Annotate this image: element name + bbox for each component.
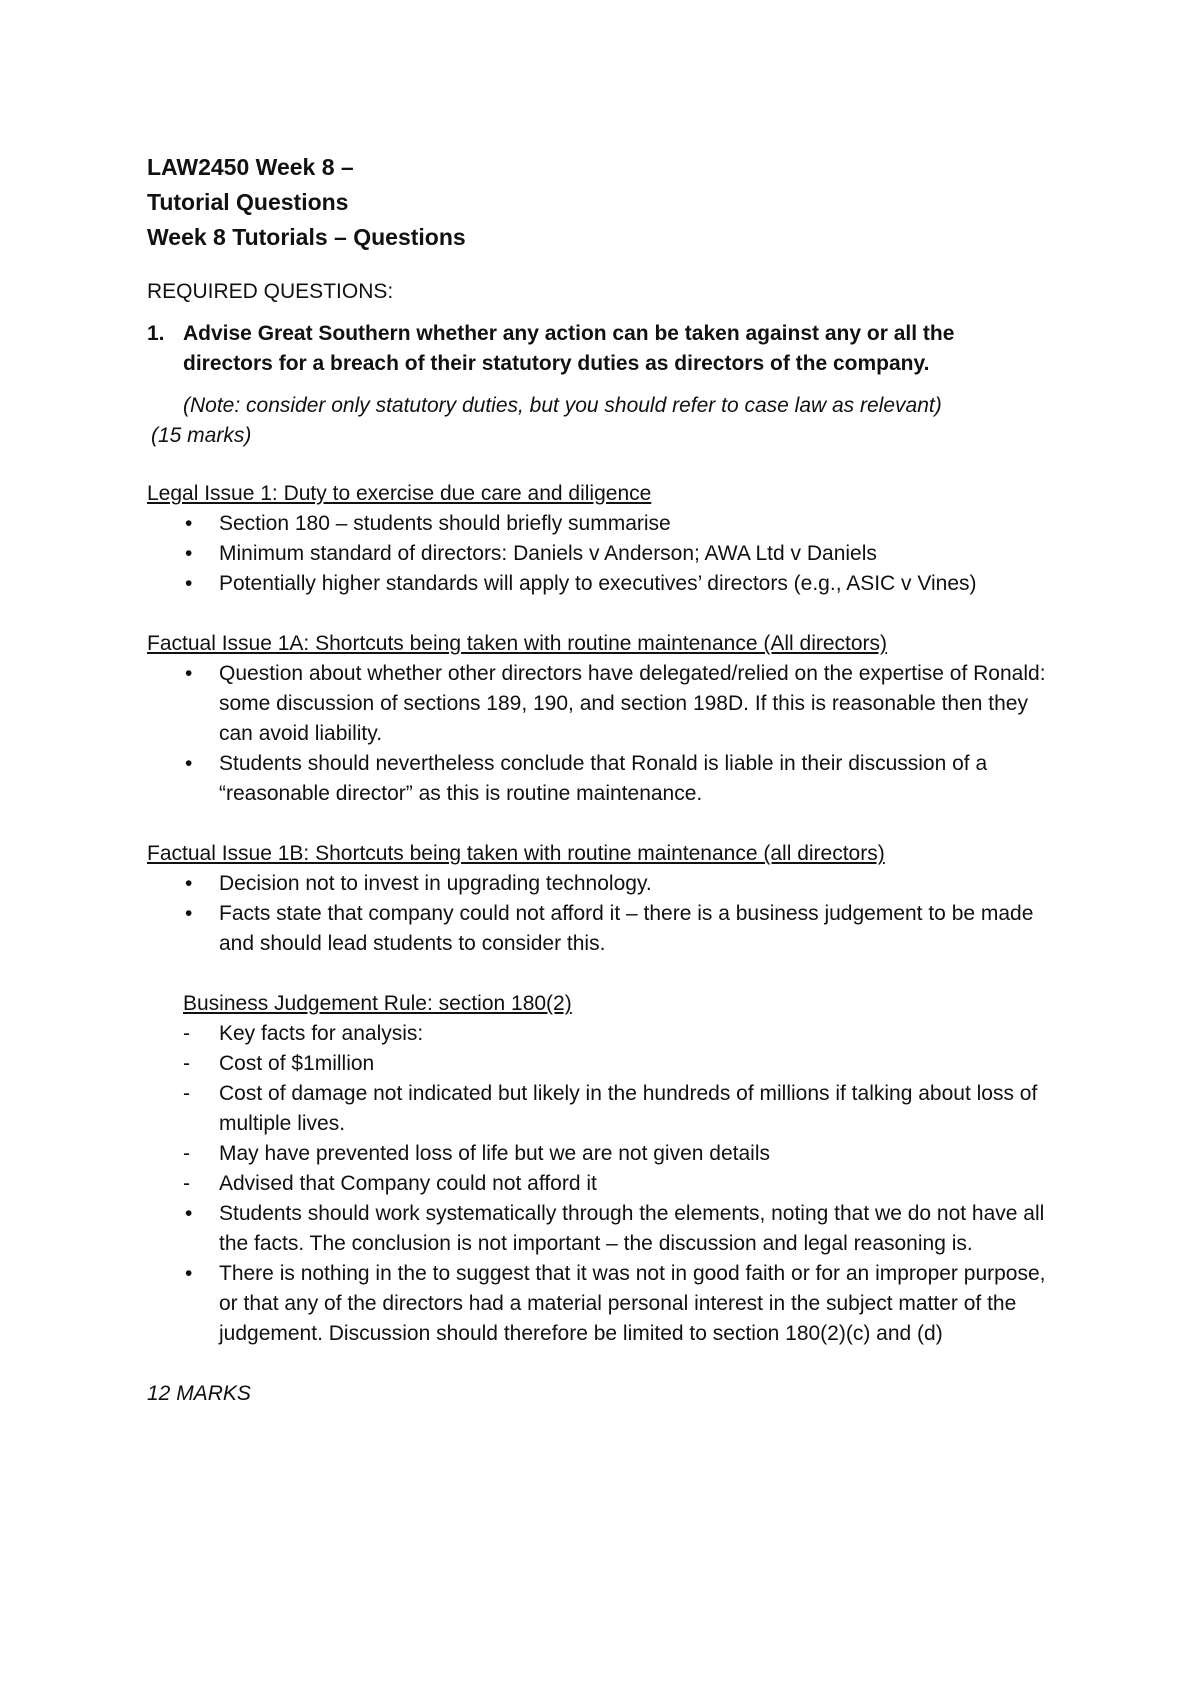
list-item-text: Potentially higher standards will apply to executives’ directors (e.g., ASIC v Vines): [219, 572, 977, 595]
list-item: [147, 1139, 1067, 1169]
list-item: [147, 659, 1067, 749]
list-item: [147, 1169, 1067, 1199]
list-item: [147, 509, 1067, 539]
question-1: [147, 319, 1067, 379]
closing-bullet-2: [147, 1259, 1067, 1349]
bullet-glyph: •: [185, 752, 193, 775]
business-judgement-list: [147, 1019, 1067, 1199]
required-questions-label: REQUIRED QUESTIONS:: [147, 280, 394, 303]
dash-glyph: -: [183, 1052, 190, 1075]
factual-issue-1b-list: [147, 869, 1067, 959]
list-item: [147, 1049, 1067, 1079]
factual-issue-1a-list: [147, 659, 1067, 809]
factual-issue-1b-heading: Factual Issue 1B: Shortcuts being taken with routine maintenance (all directors): [147, 842, 885, 865]
question-1-number: 1.: [147, 322, 165, 345]
dash-glyph: -: [183, 1082, 190, 1105]
bullet-glyph: •: [185, 662, 193, 685]
doc-title-line-1: LAW2450 Week 8 –: [147, 154, 354, 180]
business-judgement-heading: Business Judgement Rule: section 180(2): [183, 992, 572, 1015]
question-1-note: (Note: consider only statutory duties, but you should refer to case law as relevant): [183, 394, 942, 417]
list-item: [147, 539, 1067, 569]
list-item-text: Minimum standard of directors: Daniels v Anderson; AWA Ltd v Daniels: [219, 542, 877, 565]
list-item-text: Students should work systematically through the elements, noting that we do not have all the facts. The conclusion is not important – the discussion and legal reasoning is.: [219, 1202, 1045, 1255]
legal-issue-1-section: [147, 479, 1067, 599]
doc-title-line-2: Tutorial Questions: [147, 189, 349, 215]
list-item-text: Section 180 – students should briefly summarise: [219, 512, 671, 535]
document-content: [147, 150, 1067, 1409]
legal-issue-1-list: [147, 509, 1067, 599]
dash-glyph: -: [183, 1172, 190, 1195]
list-item: [147, 899, 1067, 959]
bullet-glyph: •: [185, 572, 193, 595]
list-item-text: There is nothing in the to suggest that it was not in good faith or for an improper purpose, or that any of the directors had a material personal interest in the subject matter of the judgement. Discussion should therefore be limited to section 180(2)(c) and (d): [219, 1262, 1046, 1345]
legal-issue-1-heading: Legal Issue 1: Duty to exercise due care and diligence: [147, 482, 652, 505]
bullet-glyph: •: [185, 512, 193, 535]
list-item-text: Question about whether other directors have delegated/relied on the expertise of Ronald: some discussion of sections 189, 190, and section 198D. If this is reasonable then they can avoid liability.: [219, 662, 1046, 745]
bullet-glyph: •: [185, 902, 193, 925]
list-item: [147, 1259, 1067, 1349]
list-item-text: Cost of damage not indicated but likely in the hundreds of millions if talking about loss of multiple lives.: [219, 1082, 1038, 1135]
list-item-text: Decision not to invest in upgrading technology.: [219, 872, 652, 895]
bullet-glyph: •: [185, 1262, 193, 1285]
list-item: [147, 1079, 1067, 1139]
question-1-text: Advise Great Southern whether any action can be taken against any or all the directors for a breach of their statutory duties as directors of the company.: [183, 322, 955, 375]
doc-title-line-3: Week 8 Tutorials – Questions: [147, 224, 466, 250]
factual-issue-1b-section: [147, 839, 1067, 959]
list-item: [147, 1199, 1067, 1259]
bullet-glyph: •: [185, 542, 193, 565]
list-item-text: May have prevented loss of life but we are not given details: [219, 1142, 770, 1165]
list-item-text: Cost of $1million: [219, 1052, 375, 1075]
list-item: [147, 1019, 1067, 1049]
bullet-glyph: •: [185, 1202, 193, 1225]
factual-issue-1a-section: [147, 629, 1067, 809]
factual-issue-1a-heading: Factual Issue 1A: Shortcuts being taken with routine maintenance (All directors): [147, 632, 888, 655]
dash-glyph: -: [183, 1142, 190, 1165]
business-judgement-section: [147, 989, 1067, 1019]
list-item: [147, 869, 1067, 899]
question-1-marks: (15 marks): [151, 424, 252, 447]
final-marks: 12 MARKS: [147, 1382, 251, 1405]
closing-bullet-1: [147, 1199, 1067, 1259]
list-item-text: Students should nevertheless conclude that Ronald is liable in their discussion of a “reasonable director” as this is routine maintenance.: [219, 752, 988, 805]
list-item-text: Facts state that company could not afford it – there is a business judgement to be made and should lead students to consider this.: [219, 902, 1034, 955]
list-item: [147, 569, 1067, 599]
list-item-text: Key facts for analysis:: [219, 1022, 424, 1045]
bullet-glyph: •: [185, 872, 193, 895]
list-item: [147, 749, 1067, 809]
list-item-text: Advised that Company could not afford it: [219, 1172, 597, 1195]
dash-glyph: -: [183, 1022, 190, 1045]
